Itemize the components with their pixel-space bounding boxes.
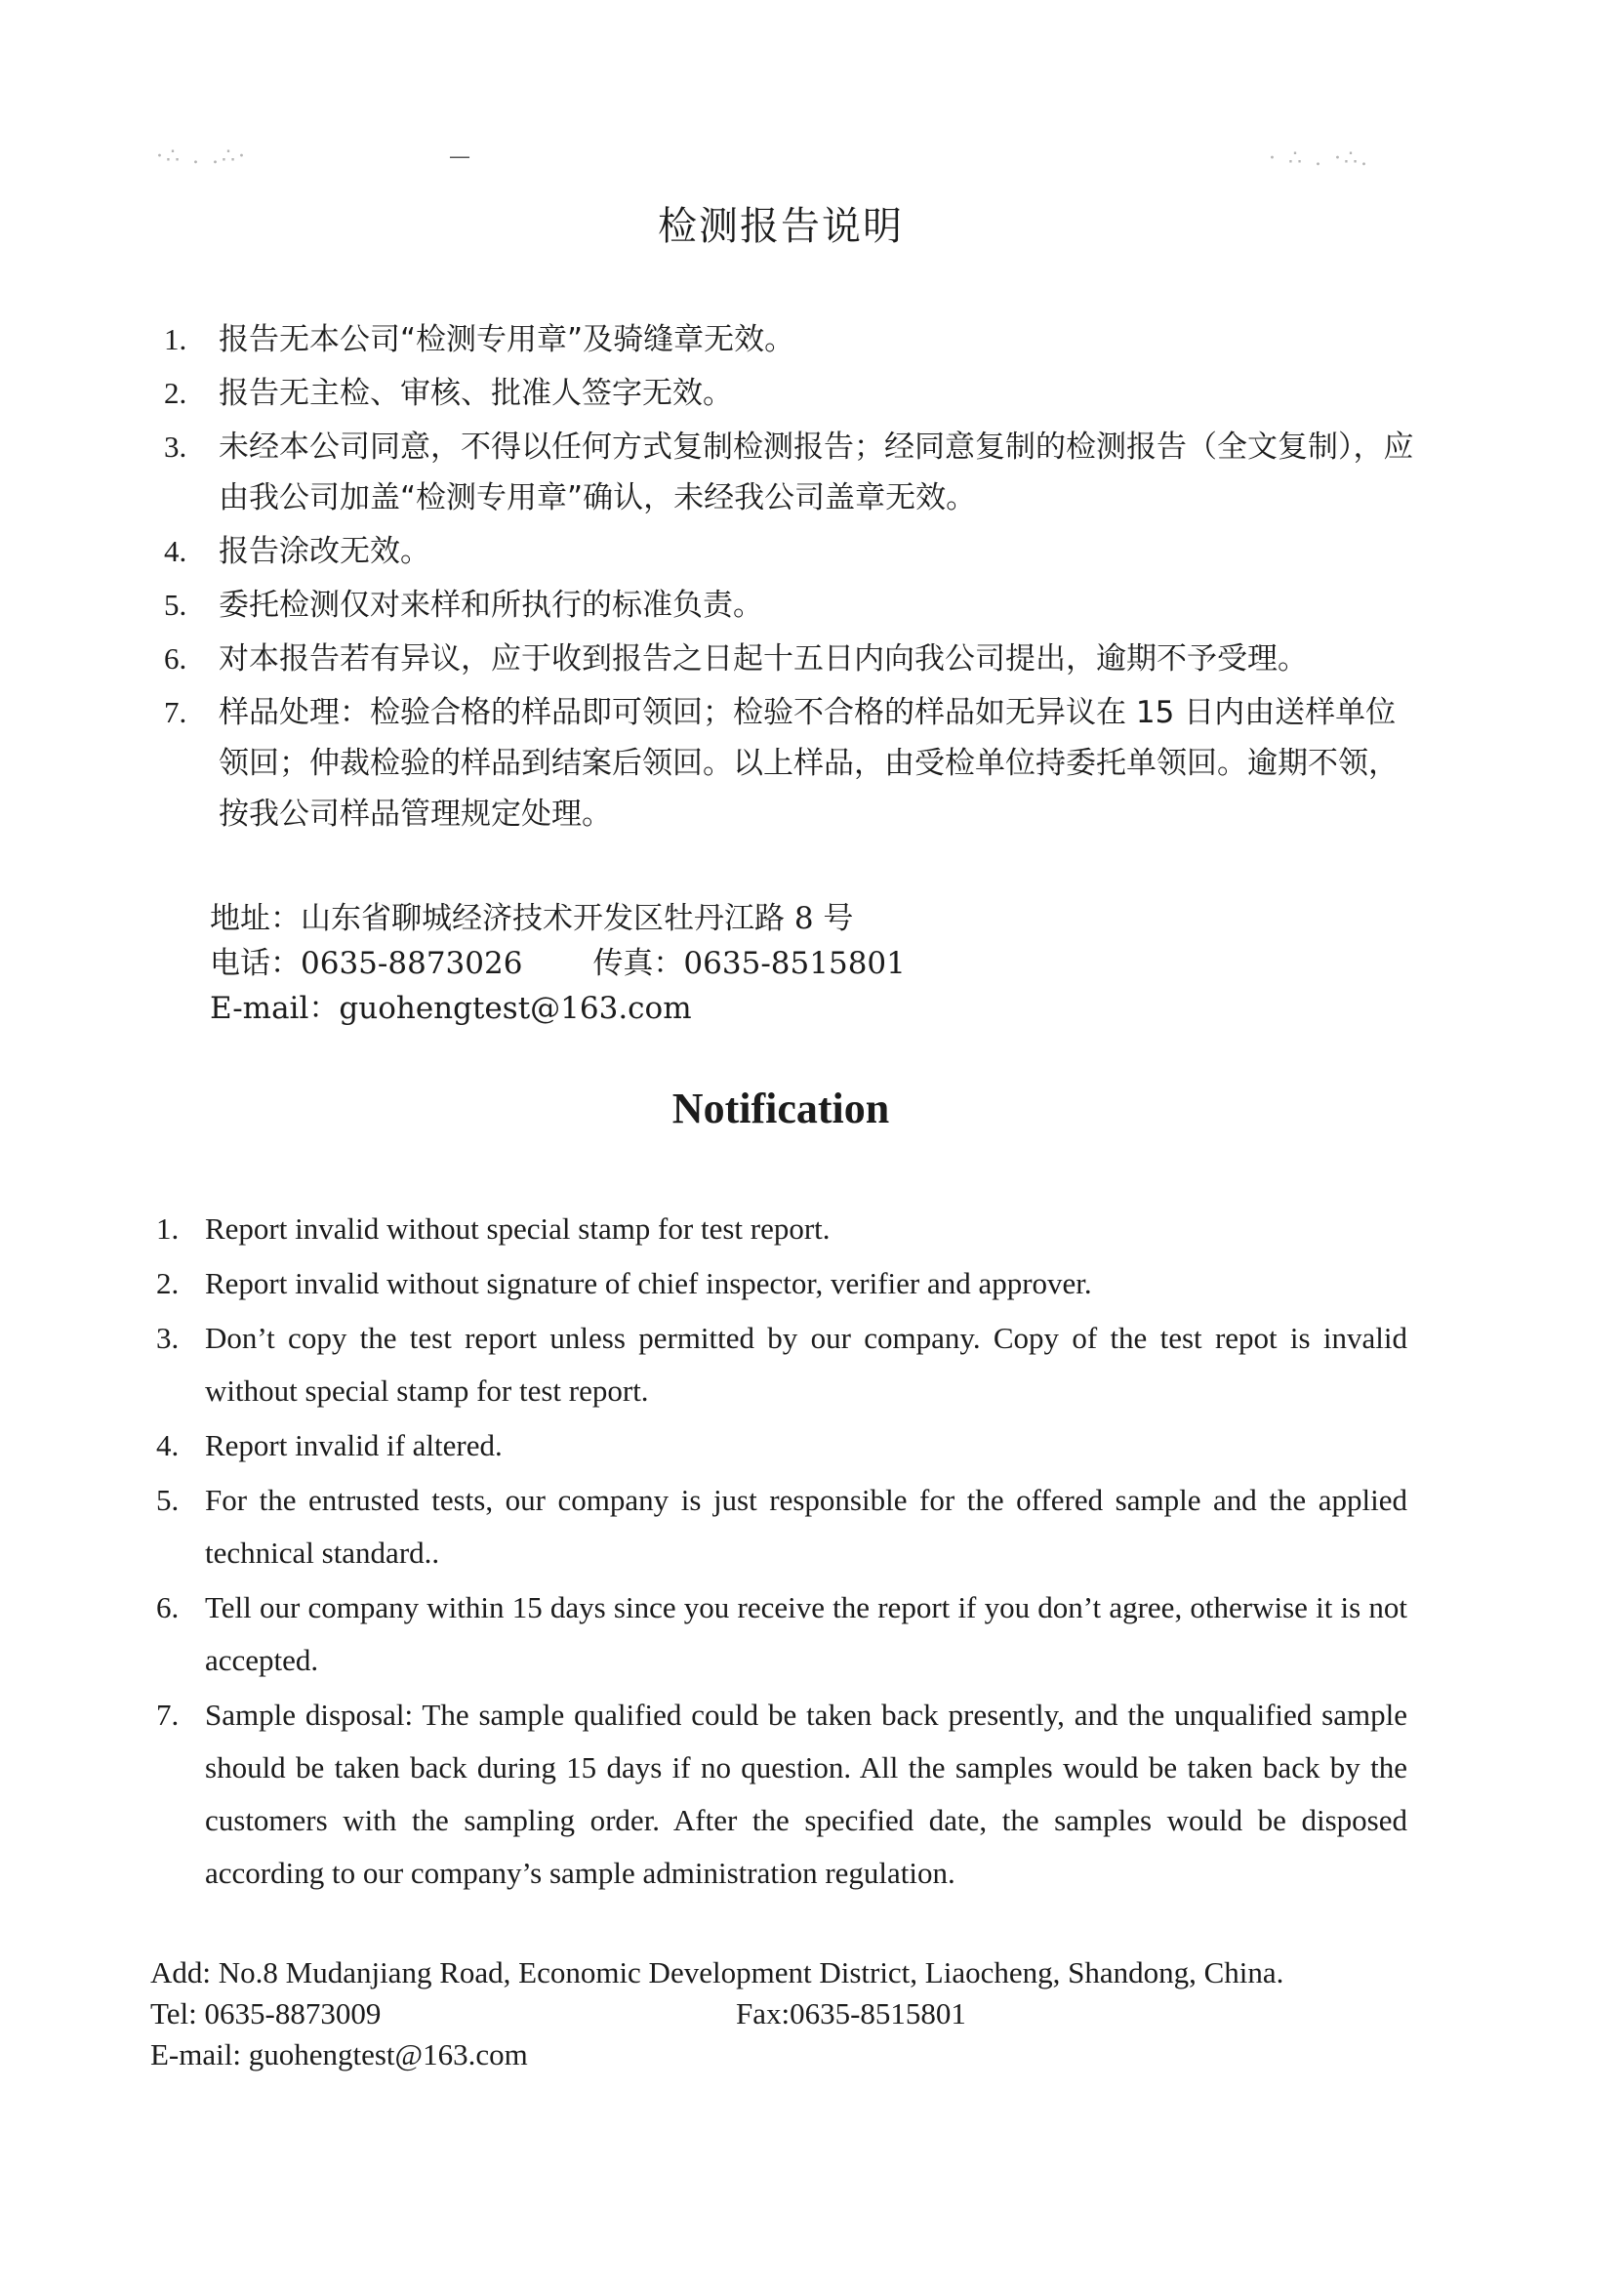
- list-text: Tell our company within 15 days since you receive the report if you don’t agree, otherwise it is not accepted.: [205, 1590, 1407, 1677]
- list-number: 1.: [164, 322, 187, 356]
- scan-artifact-right: · ∴ . ·∴.: [1269, 146, 1370, 171]
- list-number: 5.: [164, 588, 187, 622]
- list-item: [156, 1312, 1407, 1417]
- list-text: 样品处理：检验合格的样品即可领回；检验不合格的样品如无异议在 15 日内由送样单位领回；仲裁检验的样品到结案后领回。以上样品，由受检单位持委托单领回。逾期不领，按我公司样品管理规定处理。: [219, 695, 1399, 832]
- list-text: Report invalid if altered.: [205, 1428, 503, 1462]
- list-item: [164, 368, 1423, 419]
- list-item: [164, 580, 1423, 631]
- list-number: 4.: [164, 534, 187, 568]
- list-text: Sample disposal: The sample qualified could be taken back presently, and the unqualified sample should be taken back during 15 days if no question. All the samples would be taken back by the customers with the sampling order. After the specified date, the samples would be disposed according to our company’s sample administration regulation.: [205, 1698, 1407, 1890]
- list-text: 委托检测仅对来样和所执行的标准负责。: [219, 588, 763, 623]
- cn-contact-block: [210, 896, 906, 1031]
- list-number: 2.: [164, 376, 187, 410]
- cn-phone-fax-row: [210, 941, 906, 986]
- cn-notice-list: [164, 314, 1423, 842]
- list-text: Report invalid without special stamp for test report.: [205, 1211, 831, 1246]
- cn-title: 检测报告说明: [658, 204, 904, 249]
- list-item: [156, 1689, 1407, 1900]
- en-email: E-mail: guohengtest@163.com: [150, 2037, 528, 2071]
- scan-artifact-dash: —: [449, 144, 473, 169]
- list-item: [156, 1581, 1407, 1687]
- list-item: [156, 1203, 1407, 1255]
- cn-fax: 传真：0635-8515801: [592, 946, 906, 981]
- cn-email: E-mail：guohengtest@163.com: [210, 991, 692, 1026]
- en-contact-block: [150, 1952, 1400, 2075]
- list-item: [164, 634, 1423, 684]
- list-number: 5.: [156, 1483, 180, 1517]
- list-number: 1.: [156, 1211, 180, 1246]
- en-address: Add: No.8 Mudanjiang Road, Economic Development District, Liaocheng, Shandong, China.: [150, 1955, 1284, 1989]
- list-text: For the entrusted tests, our company is just responsible for the offered sample and the applied technical standard..: [205, 1483, 1407, 1570]
- cn-phone: 电话：0635-8873026: [210, 946, 523, 981]
- en-phone-fax-row: [150, 1993, 1400, 2034]
- list-text: 对本报告若有异议，应于收到报告之日起十五日内向我公司提出，逾期不予受理。: [219, 641, 1308, 676]
- list-text: 报告无主检、审核、批准人签字无效。: [219, 376, 733, 411]
- list-text: 报告无本公司“检测专用章”及骑缝章无效。: [219, 322, 795, 357]
- list-number: 7.: [164, 695, 187, 729]
- list-item: [164, 314, 1423, 365]
- list-number: 3.: [164, 430, 187, 464]
- en-title: Notification: [671, 1085, 890, 1132]
- list-item: [156, 1474, 1407, 1579]
- list-item: [156, 1257, 1407, 1310]
- list-text: Don’t copy the test report unless permitted by our company. Copy of the test repot is invalid without special stamp for test report.: [205, 1321, 1407, 1408]
- cn-address: 地址：山东省聊城经济技术开发区牡丹江路 8 号: [210, 901, 854, 936]
- list-item: [164, 422, 1423, 523]
- list-number: 4.: [156, 1428, 180, 1462]
- en-fax: Fax:0635-8515801: [736, 1996, 966, 2030]
- en-phone: Tel: 0635-8873009: [150, 1996, 382, 2030]
- scan-artifact-left: ·∴ . .∴·: [156, 144, 248, 169]
- list-number: 6.: [164, 641, 187, 676]
- list-number: 3.: [156, 1321, 180, 1355]
- list-item: [156, 1419, 1407, 1472]
- list-text: Report invalid without signature of chief inspector, verifier and approver.: [205, 1266, 1092, 1300]
- en-notice-list: [156, 1203, 1407, 1902]
- list-number: 7.: [156, 1698, 180, 1732]
- list-text: 报告涂改无效。: [219, 534, 430, 569]
- list-number: 2.: [156, 1266, 180, 1300]
- list-text: 未经本公司同意，不得以任何方式复制检测报告；经同意复制的检测报告（全文复制），应由我公司加盖“检测专用章”确认，未经我公司盖章无效。: [219, 430, 1414, 515]
- list-number: 6.: [156, 1590, 180, 1624]
- list-item: [164, 526, 1423, 577]
- list-item: [164, 687, 1423, 840]
